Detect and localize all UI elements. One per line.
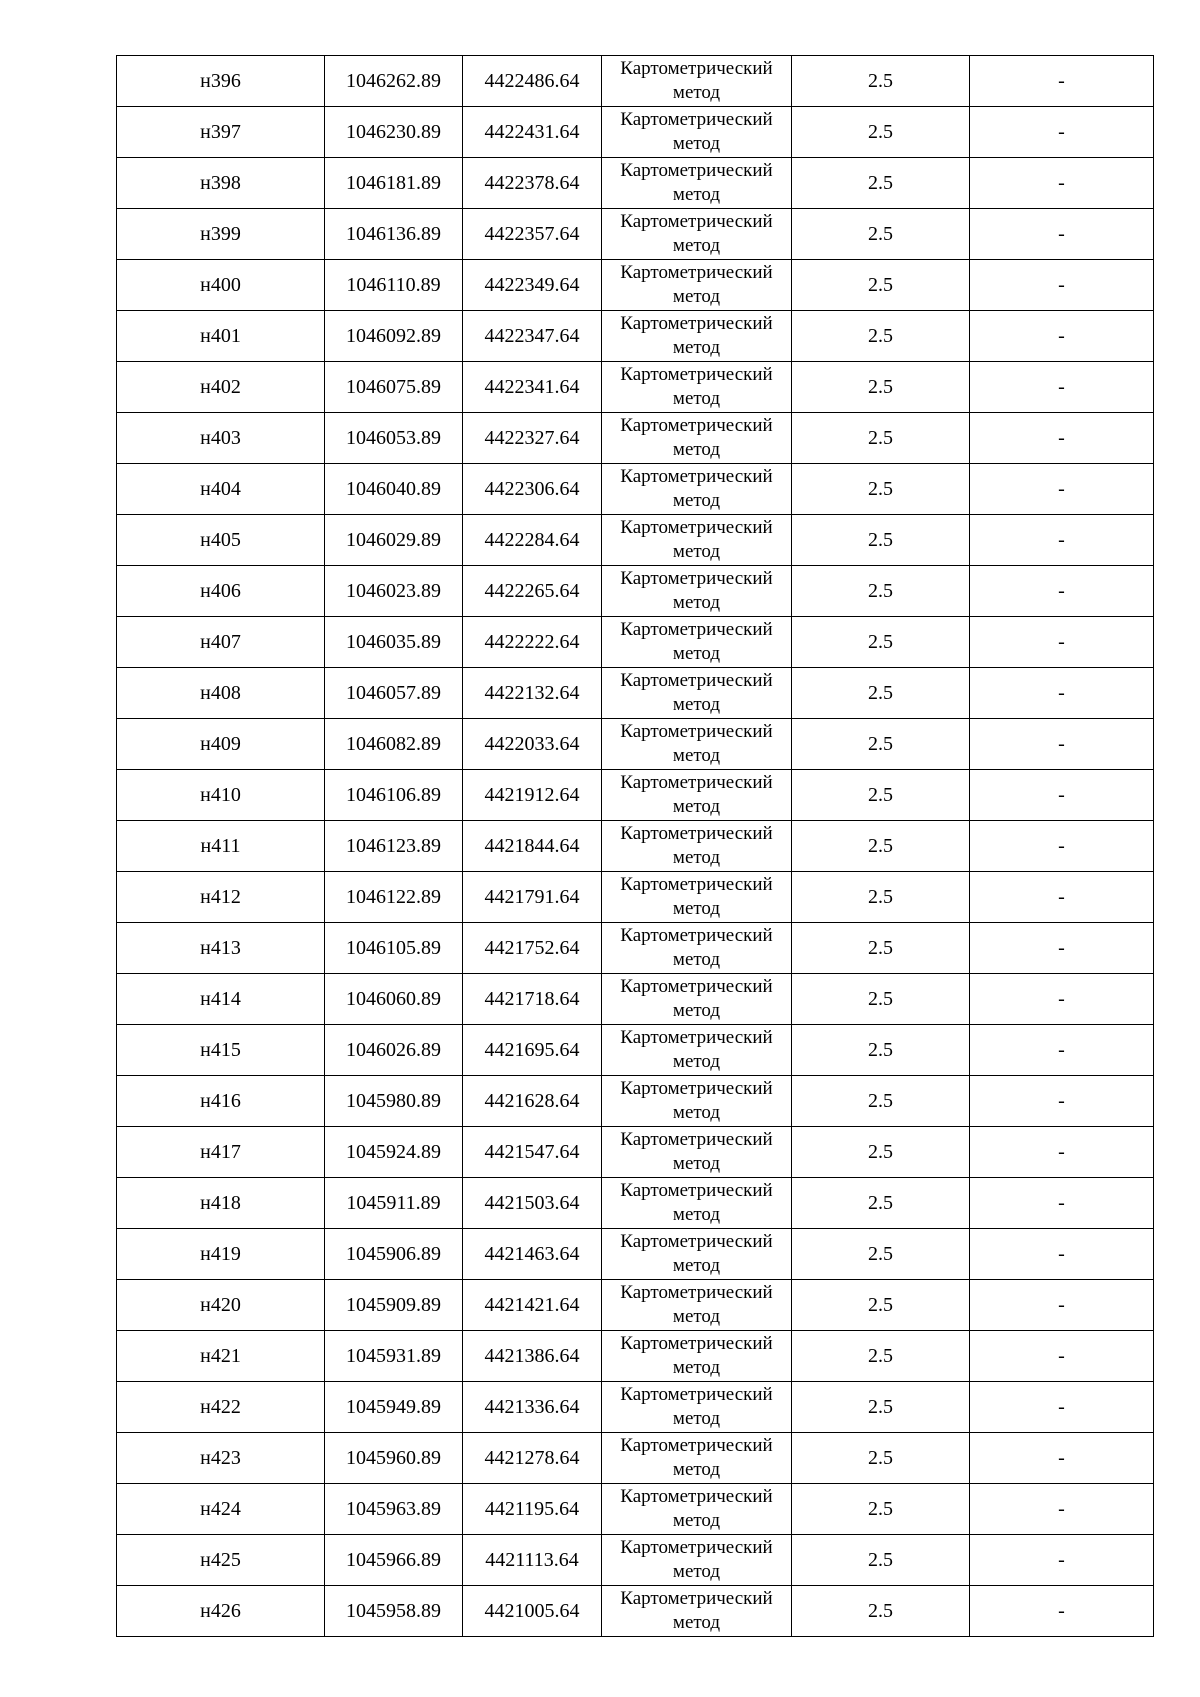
table-row bbox=[117, 1280, 1154, 1331]
method-cell bbox=[602, 1280, 792, 1331]
method-cell bbox=[602, 1433, 792, 1484]
accuracy-cell: 2.5 bbox=[792, 311, 970, 362]
method-cell bbox=[602, 311, 792, 362]
method-cell bbox=[602, 821, 792, 872]
note-cell: - bbox=[970, 56, 1154, 107]
y-coordinate-cell: 4422357.64 bbox=[463, 209, 602, 260]
x-coordinate-cell: 1046057.89 bbox=[325, 668, 463, 719]
table-row bbox=[117, 464, 1154, 515]
note-cell: - bbox=[970, 1280, 1154, 1331]
method-text-line1: Картометрический bbox=[620, 823, 773, 844]
accuracy-cell: 2.5 bbox=[792, 158, 970, 209]
point-name-cell: н409 bbox=[117, 719, 325, 770]
method-cell bbox=[602, 362, 792, 413]
note-cell: - bbox=[970, 566, 1154, 617]
y-coordinate-cell: 4422349.64 bbox=[463, 260, 602, 311]
point-name-cell: н414 bbox=[117, 974, 325, 1025]
method-cell bbox=[602, 566, 792, 617]
x-coordinate-cell: 1046136.89 bbox=[325, 209, 463, 260]
x-coordinate-cell: 1046053.89 bbox=[325, 413, 463, 464]
accuracy-cell: 2.5 bbox=[792, 1076, 970, 1127]
note-cell: - bbox=[970, 1331, 1154, 1382]
method-text-line1: Картометрический bbox=[620, 466, 773, 487]
method-text-line1: Картометрический bbox=[620, 1486, 773, 1507]
x-coordinate-cell: 1046106.89 bbox=[325, 770, 463, 821]
table-row bbox=[117, 668, 1154, 719]
method-cell bbox=[602, 464, 792, 515]
method-cell bbox=[602, 923, 792, 974]
method-text-line1: Картометрический bbox=[620, 160, 773, 181]
point-name-cell: н416 bbox=[117, 1076, 325, 1127]
note-cell: - bbox=[970, 821, 1154, 872]
method-text-line1: Картометрический bbox=[620, 1537, 773, 1558]
table-row bbox=[117, 1535, 1154, 1586]
method-text-line2: метод bbox=[672, 694, 721, 715]
method-text-line2: метод bbox=[672, 490, 721, 511]
method-cell bbox=[602, 260, 792, 311]
note-cell: - bbox=[970, 158, 1154, 209]
method-cell bbox=[602, 107, 792, 158]
point-name-cell: н396 bbox=[117, 56, 325, 107]
accuracy-cell: 2.5 bbox=[792, 107, 970, 158]
note-cell: - bbox=[970, 1433, 1154, 1484]
y-coordinate-cell: 4421547.64 bbox=[463, 1127, 602, 1178]
accuracy-cell: 2.5 bbox=[792, 668, 970, 719]
x-coordinate-cell: 1045963.89 bbox=[325, 1484, 463, 1535]
table-row bbox=[117, 719, 1154, 770]
point-name-cell: н410 bbox=[117, 770, 325, 821]
table-row bbox=[117, 56, 1154, 107]
method-text-line2: метод bbox=[672, 847, 721, 868]
y-coordinate-cell: 4421791.64 bbox=[463, 872, 602, 923]
method-cell bbox=[602, 1076, 792, 1127]
note-cell: - bbox=[970, 1229, 1154, 1280]
y-coordinate-cell: 4422341.64 bbox=[463, 362, 602, 413]
note-cell: - bbox=[970, 464, 1154, 515]
method-text-line2: метод bbox=[672, 439, 721, 460]
method-text-line2: метод bbox=[672, 1561, 721, 1582]
note-cell: - bbox=[970, 1382, 1154, 1433]
x-coordinate-cell: 1046262.89 bbox=[325, 56, 463, 107]
point-name-cell: н422 bbox=[117, 1382, 325, 1433]
note-cell: - bbox=[970, 923, 1154, 974]
y-coordinate-cell: 4421421.64 bbox=[463, 1280, 602, 1331]
y-coordinate-cell: 4421844.64 bbox=[463, 821, 602, 872]
accuracy-cell: 2.5 bbox=[792, 821, 970, 872]
accuracy-cell: 2.5 bbox=[792, 1229, 970, 1280]
method-cell bbox=[602, 617, 792, 668]
x-coordinate-cell: 1046029.89 bbox=[325, 515, 463, 566]
accuracy-cell: 2.5 bbox=[792, 1484, 970, 1535]
accuracy-cell: 2.5 bbox=[792, 464, 970, 515]
table-row bbox=[117, 1229, 1154, 1280]
method-cell bbox=[602, 668, 792, 719]
point-name-cell: н397 bbox=[117, 107, 325, 158]
table-row bbox=[117, 770, 1154, 821]
y-coordinate-cell: 4422378.64 bbox=[463, 158, 602, 209]
x-coordinate-cell: 1046075.89 bbox=[325, 362, 463, 413]
accuracy-cell: 2.5 bbox=[792, 566, 970, 617]
x-coordinate-cell: 1046105.89 bbox=[325, 923, 463, 974]
method-cell bbox=[602, 56, 792, 107]
point-name-cell: н411 bbox=[117, 821, 325, 872]
y-coordinate-cell: 4422327.64 bbox=[463, 413, 602, 464]
note-cell: - bbox=[970, 1484, 1154, 1535]
method-text-line1: Картометрический bbox=[620, 1027, 773, 1048]
note-cell: - bbox=[970, 1535, 1154, 1586]
note-cell: - bbox=[970, 413, 1154, 464]
method-text-line1: Картометрический bbox=[620, 1078, 773, 1099]
method-text-line2: метод bbox=[672, 1000, 721, 1021]
method-cell bbox=[602, 872, 792, 923]
method-text-line2: метод bbox=[672, 898, 721, 919]
point-name-cell: н404 bbox=[117, 464, 325, 515]
y-coordinate-cell: 4421628.64 bbox=[463, 1076, 602, 1127]
method-text-line1: Картометрический bbox=[620, 1435, 773, 1456]
accuracy-cell: 2.5 bbox=[792, 1535, 970, 1586]
method-cell bbox=[602, 1025, 792, 1076]
table-row bbox=[117, 1382, 1154, 1433]
x-coordinate-cell: 1046040.89 bbox=[325, 464, 463, 515]
method-text-line1: Картометрический bbox=[620, 313, 773, 334]
point-name-cell: н407 bbox=[117, 617, 325, 668]
y-coordinate-cell: 4422347.64 bbox=[463, 311, 602, 362]
accuracy-cell: 2.5 bbox=[792, 719, 970, 770]
accuracy-cell: 2.5 bbox=[792, 56, 970, 107]
point-name-cell: н406 bbox=[117, 566, 325, 617]
method-text-line1: Картометрический bbox=[620, 1333, 773, 1354]
accuracy-cell: 2.5 bbox=[792, 1331, 970, 1382]
x-coordinate-cell: 1046230.89 bbox=[325, 107, 463, 158]
table-row bbox=[117, 974, 1154, 1025]
note-cell: - bbox=[970, 617, 1154, 668]
x-coordinate-cell: 1045980.89 bbox=[325, 1076, 463, 1127]
note-cell: - bbox=[970, 515, 1154, 566]
point-name-cell: н425 bbox=[117, 1535, 325, 1586]
point-name-cell: н401 bbox=[117, 311, 325, 362]
method-text-line2: метод bbox=[672, 1357, 721, 1378]
note-cell: - bbox=[970, 1127, 1154, 1178]
method-text-line1: Картометрический bbox=[620, 1129, 773, 1150]
point-name-cell: н417 bbox=[117, 1127, 325, 1178]
y-coordinate-cell: 4421695.64 bbox=[463, 1025, 602, 1076]
note-cell: - bbox=[970, 107, 1154, 158]
method-text-line1: Картометрический bbox=[620, 874, 773, 895]
method-text-line2: метод bbox=[672, 1051, 721, 1072]
x-coordinate-cell: 1045958.89 bbox=[325, 1586, 463, 1637]
accuracy-cell: 2.5 bbox=[792, 1586, 970, 1637]
method-text-line1: Картометрический bbox=[620, 721, 773, 742]
point-name-cell: н415 bbox=[117, 1025, 325, 1076]
accuracy-cell: 2.5 bbox=[792, 923, 970, 974]
method-text-line1: Картометрический bbox=[620, 619, 773, 640]
accuracy-cell: 2.5 bbox=[792, 413, 970, 464]
method-text-line1: Картометрический bbox=[620, 1231, 773, 1252]
method-cell bbox=[602, 719, 792, 770]
method-text-line2: метод bbox=[672, 388, 721, 409]
y-coordinate-cell: 4422132.64 bbox=[463, 668, 602, 719]
method-cell bbox=[602, 1331, 792, 1382]
method-text-line2: метод bbox=[672, 1459, 721, 1480]
method-text-line1: Картометрический bbox=[620, 1588, 773, 1609]
y-coordinate-cell: 4422284.64 bbox=[463, 515, 602, 566]
method-cell bbox=[602, 1229, 792, 1280]
point-name-cell: н420 bbox=[117, 1280, 325, 1331]
table-row bbox=[117, 311, 1154, 362]
method-cell bbox=[602, 1127, 792, 1178]
y-coordinate-cell: 4421336.64 bbox=[463, 1382, 602, 1433]
table-row bbox=[117, 515, 1154, 566]
point-name-cell: н412 bbox=[117, 872, 325, 923]
method-text-line1: Картометрический bbox=[620, 976, 773, 997]
x-coordinate-cell: 1045931.89 bbox=[325, 1331, 463, 1382]
method-text-line1: Картометрический bbox=[620, 58, 773, 79]
method-cell bbox=[602, 1178, 792, 1229]
table-row bbox=[117, 107, 1154, 158]
method-text-line1: Картометрический bbox=[620, 568, 773, 589]
method-cell bbox=[602, 770, 792, 821]
note-cell: - bbox=[970, 1025, 1154, 1076]
point-name-cell: н403 bbox=[117, 413, 325, 464]
y-coordinate-cell: 4421718.64 bbox=[463, 974, 602, 1025]
note-cell: - bbox=[970, 719, 1154, 770]
y-coordinate-cell: 4422306.64 bbox=[463, 464, 602, 515]
method-text-line1: Картометрический bbox=[620, 1282, 773, 1303]
y-coordinate-cell: 4421912.64 bbox=[463, 770, 602, 821]
table-row bbox=[117, 1127, 1154, 1178]
table-row bbox=[117, 158, 1154, 209]
method-text-line2: метод bbox=[672, 1510, 721, 1531]
method-text-line2: метод bbox=[672, 235, 721, 256]
point-name-cell: н400 bbox=[117, 260, 325, 311]
method-cell bbox=[602, 1382, 792, 1433]
accuracy-cell: 2.5 bbox=[792, 1127, 970, 1178]
method-text-line2: метод bbox=[672, 286, 721, 307]
method-text-line2: метод bbox=[672, 1306, 721, 1327]
y-coordinate-cell: 4421278.64 bbox=[463, 1433, 602, 1484]
y-coordinate-cell: 4421386.64 bbox=[463, 1331, 602, 1382]
method-text-line2: метод bbox=[672, 184, 721, 205]
method-text-line1: Картометрический bbox=[620, 772, 773, 793]
method-text-line2: метод bbox=[672, 592, 721, 613]
method-cell bbox=[602, 1535, 792, 1586]
y-coordinate-cell: 4421503.64 bbox=[463, 1178, 602, 1229]
accuracy-cell: 2.5 bbox=[792, 617, 970, 668]
method-text-line1: Картометрический bbox=[620, 925, 773, 946]
point-name-cell: н402 bbox=[117, 362, 325, 413]
x-coordinate-cell: 1046092.89 bbox=[325, 311, 463, 362]
method-cell bbox=[602, 515, 792, 566]
method-text-line2: метод bbox=[672, 949, 721, 970]
x-coordinate-cell: 1046082.89 bbox=[325, 719, 463, 770]
table-row bbox=[117, 260, 1154, 311]
note-cell: - bbox=[970, 770, 1154, 821]
method-cell bbox=[602, 413, 792, 464]
x-coordinate-cell: 1046026.89 bbox=[325, 1025, 463, 1076]
table-row bbox=[117, 872, 1154, 923]
y-coordinate-cell: 4422265.64 bbox=[463, 566, 602, 617]
note-cell: - bbox=[970, 974, 1154, 1025]
method-cell bbox=[602, 974, 792, 1025]
x-coordinate-cell: 1046023.89 bbox=[325, 566, 463, 617]
x-coordinate-cell: 1046060.89 bbox=[325, 974, 463, 1025]
note-cell: - bbox=[970, 872, 1154, 923]
accuracy-cell: 2.5 bbox=[792, 1382, 970, 1433]
table-row bbox=[117, 209, 1154, 260]
point-name-cell: н423 bbox=[117, 1433, 325, 1484]
method-text-line2: метод bbox=[672, 1204, 721, 1225]
x-coordinate-cell: 1045906.89 bbox=[325, 1229, 463, 1280]
method-text-line2: метод bbox=[672, 541, 721, 562]
method-text-line1: Картометрический bbox=[620, 517, 773, 538]
method-text-line1: Картометрический bbox=[620, 262, 773, 283]
method-text-line1: Картометрический bbox=[620, 1180, 773, 1201]
point-name-cell: н418 bbox=[117, 1178, 325, 1229]
accuracy-cell: 2.5 bbox=[792, 1178, 970, 1229]
accuracy-cell: 2.5 bbox=[792, 1433, 970, 1484]
method-cell bbox=[602, 1484, 792, 1535]
note-cell: - bbox=[970, 668, 1154, 719]
note-cell: - bbox=[970, 1586, 1154, 1637]
y-coordinate-cell: 4422486.64 bbox=[463, 56, 602, 107]
x-coordinate-cell: 1046123.89 bbox=[325, 821, 463, 872]
note-cell: - bbox=[970, 1178, 1154, 1229]
table-row bbox=[117, 1076, 1154, 1127]
method-text-line2: метод bbox=[672, 1102, 721, 1123]
method-text-line1: Картометрический bbox=[620, 670, 773, 691]
x-coordinate-cell: 1045909.89 bbox=[325, 1280, 463, 1331]
point-name-cell: н398 bbox=[117, 158, 325, 209]
x-coordinate-cell: 1046110.89 bbox=[325, 260, 463, 311]
x-coordinate-cell: 1045924.89 bbox=[325, 1127, 463, 1178]
point-name-cell: н421 bbox=[117, 1331, 325, 1382]
table-row bbox=[117, 821, 1154, 872]
point-name-cell: н399 bbox=[117, 209, 325, 260]
method-text-line2: метод bbox=[672, 1255, 721, 1276]
method-text-line1: Картометрический bbox=[620, 1384, 773, 1405]
method-text-line2: метод bbox=[672, 337, 721, 358]
table-row bbox=[117, 362, 1154, 413]
method-cell bbox=[602, 1586, 792, 1637]
coordinates-table-body bbox=[117, 56, 1154, 1637]
method-text-line1: Картометрический bbox=[620, 415, 773, 436]
method-text-line2: метод bbox=[672, 1153, 721, 1174]
method-text-line2: метод bbox=[672, 82, 721, 103]
x-coordinate-cell: 1045949.89 bbox=[325, 1382, 463, 1433]
point-name-cell: н424 bbox=[117, 1484, 325, 1535]
table-row bbox=[117, 1586, 1154, 1637]
accuracy-cell: 2.5 bbox=[792, 362, 970, 413]
method-text-line2: метод bbox=[672, 745, 721, 766]
accuracy-cell: 2.5 bbox=[792, 260, 970, 311]
accuracy-cell: 2.5 bbox=[792, 515, 970, 566]
table-row bbox=[117, 1331, 1154, 1382]
method-text-line2: метод bbox=[672, 796, 721, 817]
x-coordinate-cell: 1046122.89 bbox=[325, 872, 463, 923]
method-text-line1: Картометрический bbox=[620, 109, 773, 130]
point-name-cell: н408 bbox=[117, 668, 325, 719]
accuracy-cell: 2.5 bbox=[792, 770, 970, 821]
method-text-line2: метод bbox=[672, 643, 721, 664]
table-row bbox=[117, 1484, 1154, 1535]
x-coordinate-cell: 1045960.89 bbox=[325, 1433, 463, 1484]
point-name-cell: н413 bbox=[117, 923, 325, 974]
table-row bbox=[117, 1433, 1154, 1484]
accuracy-cell: 2.5 bbox=[792, 1280, 970, 1331]
y-coordinate-cell: 4422222.64 bbox=[463, 617, 602, 668]
accuracy-cell: 2.5 bbox=[792, 872, 970, 923]
point-name-cell: н419 bbox=[117, 1229, 325, 1280]
method-text-line2: метод bbox=[672, 1408, 721, 1429]
y-coordinate-cell: 4421752.64 bbox=[463, 923, 602, 974]
point-name-cell: н426 bbox=[117, 1586, 325, 1637]
table-row bbox=[117, 617, 1154, 668]
accuracy-cell: 2.5 bbox=[792, 1025, 970, 1076]
y-coordinate-cell: 4422033.64 bbox=[463, 719, 602, 770]
y-coordinate-cell: 4421113.64 bbox=[463, 1535, 602, 1586]
y-coordinate-cell: 4421005.64 bbox=[463, 1586, 602, 1637]
y-coordinate-cell: 4422431.64 bbox=[463, 107, 602, 158]
note-cell: - bbox=[970, 311, 1154, 362]
note-cell: - bbox=[970, 362, 1154, 413]
note-cell: - bbox=[970, 260, 1154, 311]
table-row bbox=[117, 1178, 1154, 1229]
table-row bbox=[117, 566, 1154, 617]
y-coordinate-cell: 4421463.64 bbox=[463, 1229, 602, 1280]
coordinates-table bbox=[116, 55, 1154, 1637]
y-coordinate-cell: 4421195.64 bbox=[463, 1484, 602, 1535]
table-row bbox=[117, 413, 1154, 464]
method-cell bbox=[602, 158, 792, 209]
accuracy-cell: 2.5 bbox=[792, 209, 970, 260]
point-name-cell: н405 bbox=[117, 515, 325, 566]
x-coordinate-cell: 1046181.89 bbox=[325, 158, 463, 209]
method-text-line1: Картометрический bbox=[620, 211, 773, 232]
note-cell: - bbox=[970, 1076, 1154, 1127]
method-text-line2: метод bbox=[672, 1612, 721, 1633]
x-coordinate-cell: 1046035.89 bbox=[325, 617, 463, 668]
table-row bbox=[117, 1025, 1154, 1076]
method-text-line1: Картометрический bbox=[620, 364, 773, 385]
method-text-line2: метод bbox=[672, 133, 721, 154]
method-cell bbox=[602, 209, 792, 260]
note-cell: - bbox=[970, 209, 1154, 260]
x-coordinate-cell: 1045911.89 bbox=[325, 1178, 463, 1229]
x-coordinate-cell: 1045966.89 bbox=[325, 1535, 463, 1586]
accuracy-cell: 2.5 bbox=[792, 974, 970, 1025]
table-row bbox=[117, 923, 1154, 974]
